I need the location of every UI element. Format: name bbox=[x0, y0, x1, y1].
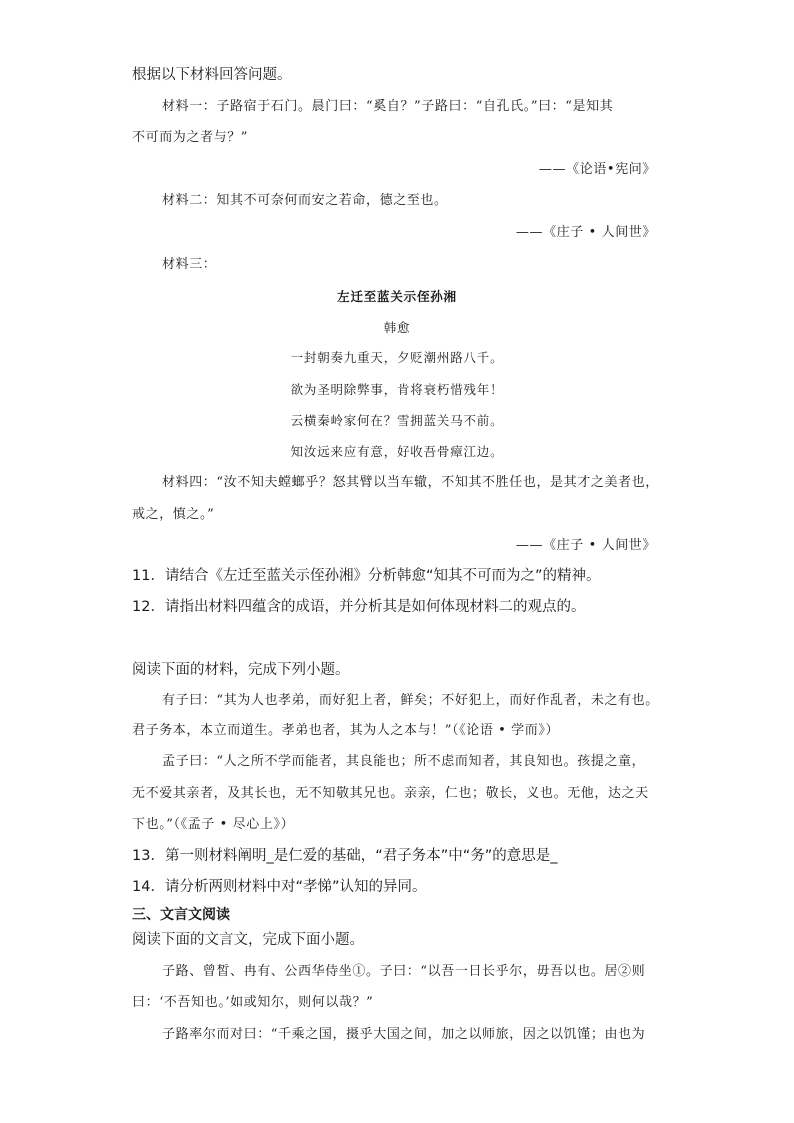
section1-instruction: 根据以下材料回答问题。 bbox=[132, 67, 292, 83]
section3-heading: 三、文言文阅读 bbox=[132, 907, 230, 923]
material1-source: ——《论语•宪问》 bbox=[538, 162, 656, 177]
material2-source: ——《庄子 • 人间世》 bbox=[515, 225, 656, 240]
material4-line1: 材料四：“汝不知夫螳螂乎？怒其臂以当车辙，不知其不胜任也，是其才之美者也， bbox=[162, 475, 659, 490]
question-14: 14．请分析两则材料中对“孝悌”认知的异同。 bbox=[132, 879, 427, 895]
question-12: 12．请指出材料四蕴含的成语，并分析其是如何体现材料二的观点的。 bbox=[132, 599, 586, 615]
passage1-line2: 君子务本，本立而道生。孝弟也者，其为人之本与！”（《论语 • 学而》） bbox=[132, 723, 560, 738]
classical-text-line1: 子路、曾皙、冉有、公西华侍坐①。子曰：“以吾一日长乎尔，毋吾以也。居②则 bbox=[162, 964, 646, 979]
poem-line: 一封朝奏九重天，夕贬潮州路八千。 bbox=[290, 350, 504, 365]
classical-text-line2: 曰：‘不吾知也。’如或知尔，则何以哉？” bbox=[132, 995, 374, 1010]
material1-line2: 不可而为之者与？” bbox=[132, 130, 249, 145]
poem-author: 韩愈 bbox=[383, 320, 411, 335]
material3-label: 材料三： bbox=[162, 257, 217, 272]
poem-line: 欲为圣明除弊事，肯将衰朽惜残年！ bbox=[290, 382, 504, 397]
poem-title: 左迁至蓝关示侄孙湘 bbox=[337, 289, 457, 304]
poem-line: 知汝远来应有意，好收吾骨瘴江边。 bbox=[290, 444, 504, 459]
passage2-line1: 孟子曰：“人之所不学而能者，其良能也；所不虑而知者，其良知也。孩提之童， bbox=[162, 754, 646, 769]
question-13: 13．第一则材料阐明_是仁爱的基础，“君子务本”中“务”的意思是_ bbox=[132, 848, 558, 864]
passage2-line3: 下也。”（《孟子 • 尽心上》） bbox=[132, 817, 295, 832]
passage2-line2: 无不爱其亲者，及其长也，无不知敬其兄也。亲亲，仁也；敬长，义也。无他，达之天 bbox=[132, 786, 649, 801]
section2-instruction: 阅读下面的材料，完成下列小题。 bbox=[132, 662, 350, 678]
material2-line1: 材料二：知其不可奈何而安之若命，德之至也。 bbox=[162, 193, 448, 208]
material4-line2: 戒之，慎之。” bbox=[132, 507, 215, 522]
section3-instruction: 阅读下面的文言文，完成下面小题。 bbox=[132, 932, 364, 948]
material4-source: ——《庄子 • 人间世》 bbox=[515, 538, 656, 553]
question-11: 11．请结合《左迁至蓝关示侄孙湘》分析韩愈“知其不可而为之”的精神。 bbox=[132, 568, 601, 584]
material1-line1: 材料一：子路宿于石门。晨门曰：“奚自？”子路曰：“自孔氏。”曰：“是知其 bbox=[162, 99, 614, 114]
poem-line: 云横秦岭家何在？雪拥蓝关马不前。 bbox=[290, 413, 504, 428]
classical-text-line3: 子路率尔而对曰：“千乘之国，摄乎大国之间，加之以师旅，因之以饥馑；由也为 bbox=[162, 1027, 646, 1042]
passage1-line1: 有子曰：“其为人也孝弟，而好犯上者，鲜矣；不好犯上，而好作乱者，未之有也。 bbox=[162, 693, 659, 708]
